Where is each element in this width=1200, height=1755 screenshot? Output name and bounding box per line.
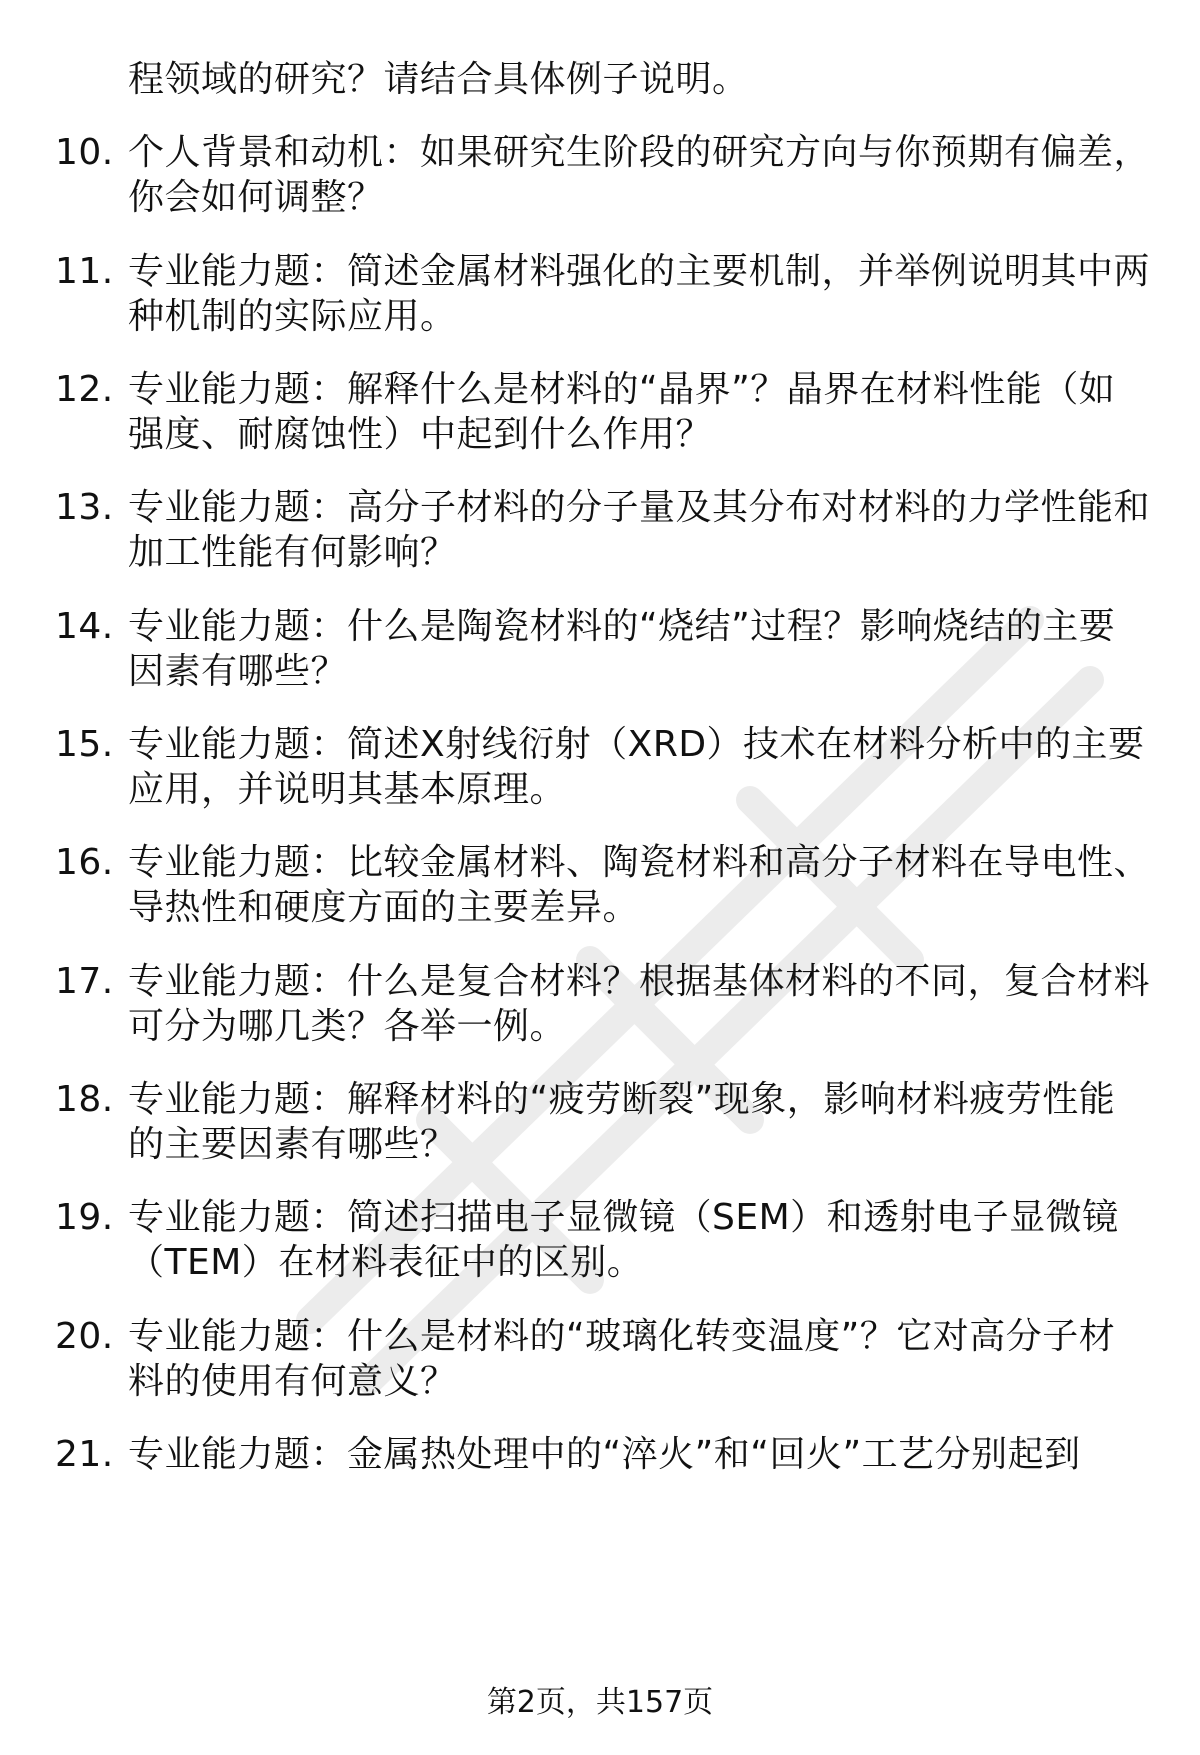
question-number: 12. (55, 369, 114, 410)
question-text-line2: 你会如何调整？ (128, 177, 384, 218)
question-number: 11. (55, 251, 114, 292)
question-text-line2: 的主要因素有哪些？ (128, 1124, 457, 1165)
question-text-line2: 强度、耐腐蚀性）中起到什么作用？ (128, 414, 713, 455)
question-number: 18. (55, 1079, 114, 1120)
question-text-line2: 料的使用有何意义？ (128, 1361, 457, 1402)
question-number: 15. (55, 724, 114, 765)
question-text-line1: 专业能力题：高分子材料的分子量及其分布对材料的力学性能和 (128, 487, 1151, 528)
question-number: 13. (55, 487, 114, 528)
question-text-line1: 专业能力题：简述扫描电子显微镜（SEM）和透射电子显微镜 (128, 1197, 1119, 1238)
question-text-line2: 加工性能有何影响？ (128, 532, 457, 573)
question-number: 21. (55, 1434, 114, 1475)
continued-text: 程领域的研究？请结合具体例子说明。 (128, 59, 749, 100)
question-text-line2: 可分为哪几类？各举一例。 (128, 1006, 567, 1047)
page-footer: 第2页，共157页 (486, 1685, 714, 1720)
question-text-line1: 专业能力题：解释材料的“疲劳断裂”现象，影响材料疲劳性能 (128, 1079, 1116, 1120)
question-text-line2: 导热性和硬度方面的主要差异。 (128, 887, 640, 928)
question-text-line2: （TEM）在材料表征中的区别。 (128, 1242, 644, 1283)
question-text-line1: 专业能力题：简述X射线衍射（XRD）技术在材料分析中的主要 (128, 724, 1145, 765)
question-number: 10. (55, 132, 114, 173)
question-number: 16. (55, 842, 114, 883)
question-number: 19. (55, 1197, 114, 1238)
question-text-line1: 专业能力题：什么是复合材料？根据基体材料的不同，复合材料 (128, 961, 1151, 1002)
question-text-line1: 专业能力题：金属热处理中的“淬火”和“回火”工艺分别起到 (128, 1434, 1081, 1475)
question-text-line2: 应用，并说明其基本原理。 (128, 769, 567, 810)
question-text-line1: 专业能力题：什么是材料的“玻璃化转变温度”？它对高分子材 (128, 1316, 1116, 1357)
question-text-line1: 专业能力题：解释什么是材料的“晶界”？晶界在材料性能（如 (128, 369, 1116, 410)
question-number: 17. (55, 961, 114, 1002)
question-text-line1: 专业能力题：简述金属材料强化的主要机制，并举例说明其中两 (128, 251, 1151, 292)
question-text-line1: 专业能力题：什么是陶瓷材料的“烧结”过程？影响烧结的主要 (128, 606, 1116, 647)
question-number: 14. (55, 606, 114, 647)
question-text-line1: 专业能力题：比较金属材料、陶瓷材料和高分子材料在导电性、 (128, 842, 1151, 883)
question-text-line2: 种机制的实际应用。 (128, 296, 457, 337)
question-text-line2: 因素有哪些？ (128, 651, 348, 692)
question-text-line1: 个人背景和动机：如果研究生阶段的研究方向与你预期有偏差， (128, 132, 1151, 173)
question-number: 20. (55, 1316, 114, 1357)
